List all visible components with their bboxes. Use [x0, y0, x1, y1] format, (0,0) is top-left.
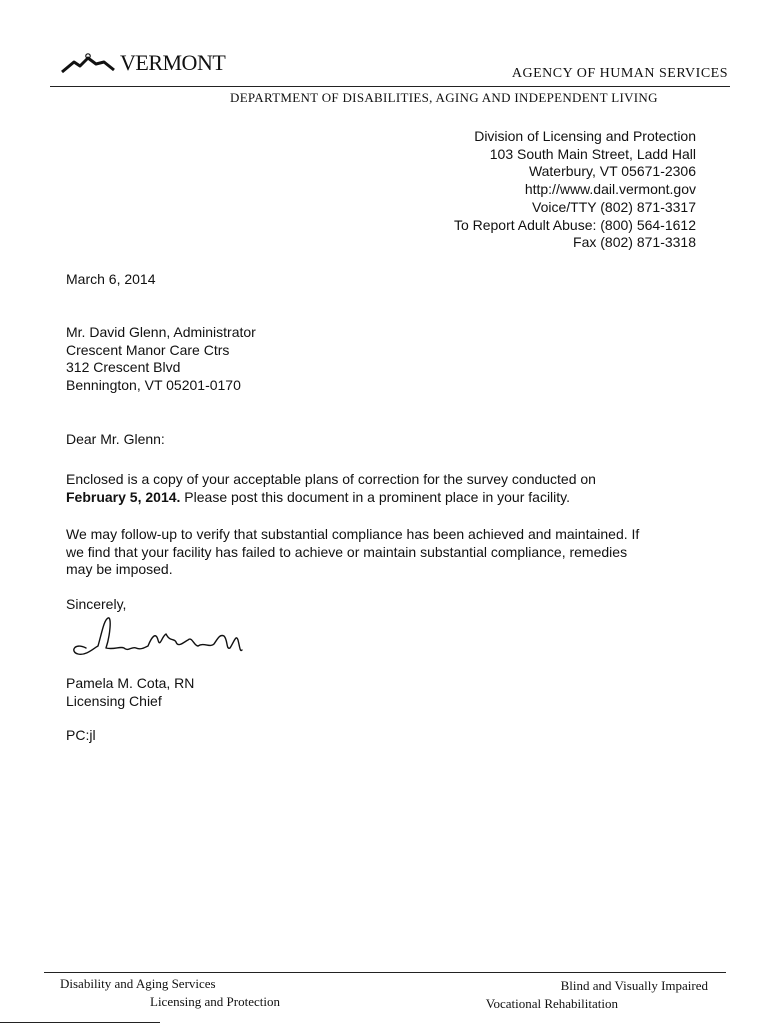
- paragraph-follow-up-line1: We may follow-up to verify that substantial compliance has been achieved and maintained. If: [66, 526, 640, 542]
- recipient-street: 312 Crescent Blvd: [66, 359, 181, 375]
- division-fax: Fax (802) 871-3318: [573, 234, 696, 251]
- header-divider: [50, 86, 730, 87]
- paragraph-enclosure-rest: Please post this document in a prominent place in your facility.: [180, 488, 571, 505]
- division-voice: Voice/TTY (802) 871-3317: [532, 198, 696, 215]
- paragraph-follow-up-line3: may be imposed.: [66, 561, 173, 577]
- closing: Sincerely,: [66, 596, 127, 612]
- paragraph-follow-up: [66, 526, 706, 579]
- recipient-address: [66, 324, 256, 394]
- division-name: Division of Licensing and Protection: [474, 128, 696, 144]
- footer-right-line1: Blind and Visually Impaired: [560, 978, 708, 993]
- vermont-mountain-logo-icon: [60, 52, 118, 76]
- recipient-facility: Crescent Manor Care Ctrs: [66, 341, 230, 358]
- survey-date: February 5, 2014.: [66, 488, 181, 505]
- typist-initials: PC:jl: [66, 727, 96, 743]
- paragraph-enclosure: [66, 471, 706, 506]
- recipient-name: Mr. David Glenn, Administrator: [66, 324, 256, 340]
- state-name: VERMONT: [120, 50, 226, 75]
- footer-left-line2: Licensing and Protection: [150, 994, 280, 1009]
- footer-divider: [44, 972, 726, 973]
- letter-date: March 6, 2014: [66, 271, 156, 287]
- salutation: Dear Mr. Glenn:: [66, 431, 165, 447]
- handwritten-signature: [64, 612, 244, 666]
- signer-block: [66, 675, 194, 710]
- paragraph-follow-up-line2: we find that your facility has failed to achieve or maintain substantial compliance, remedies: [66, 543, 628, 560]
- division-website: http://www.dail.vermont.gov: [524, 181, 696, 198]
- department-name: DEPARTMENT OF DISABILITIES, AGING AND INDEPENDENT LIVING: [230, 90, 658, 105]
- paragraph-enclosure-line1: Enclosed is a copy of your acceptable plans of correction for the survey conducted on: [66, 471, 596, 487]
- division-address: [454, 128, 696, 252]
- footer-right-line2: Vocational Rehabilitation: [485, 996, 618, 1011]
- division-city: Waterbury, VT 05671-2306: [528, 163, 696, 180]
- footer-corner-rule: [0, 1022, 160, 1023]
- signer-name: Pamela M. Cota, RN: [66, 675, 195, 691]
- footer-left-line1: Disability and Aging Services: [60, 976, 216, 991]
- division-street: 103 South Main Street, Ladd Hall: [489, 145, 696, 162]
- signer-title: Licensing Chief: [66, 692, 162, 709]
- paragraph-enclosure-line2: [66, 489, 706, 507]
- recipient-city: Bennington, VT 05201-0170: [66, 376, 241, 393]
- division-abuse-line: To Report Adult Abuse: (800) 564-1612: [453, 216, 696, 233]
- agency-name: AGENCY OF HUMAN SERVICES: [511, 66, 728, 81]
